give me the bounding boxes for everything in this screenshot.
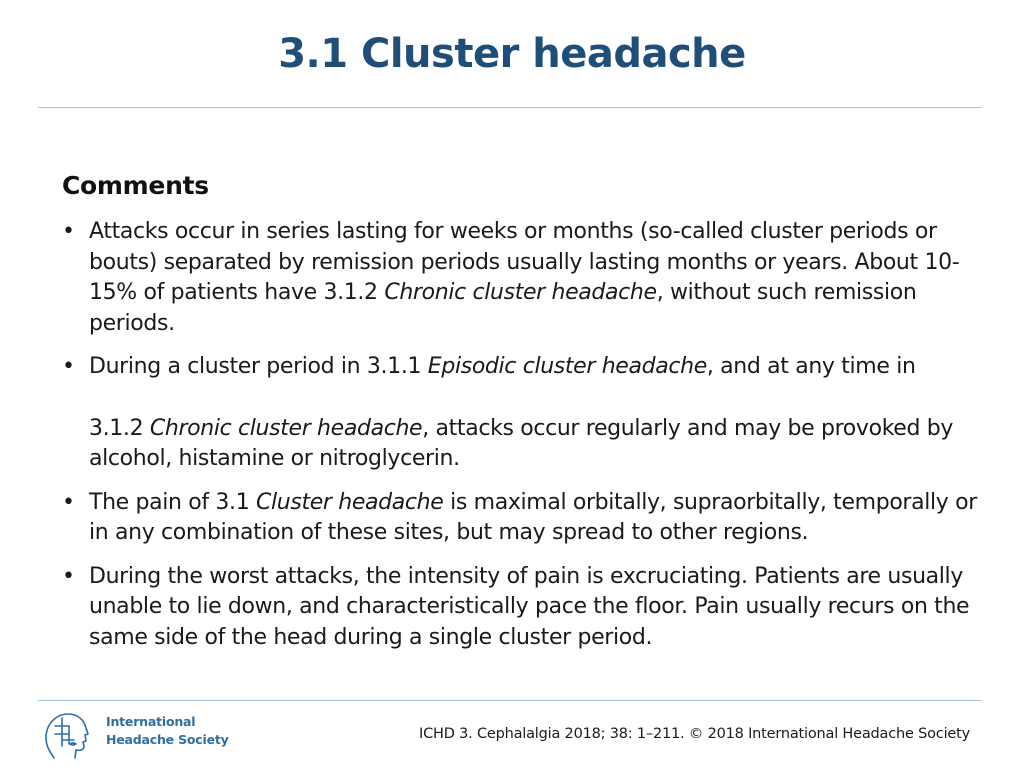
bullet-text: , attacks occur regularly and may be provoked by alcohol, histamine or nitroglycerin. (89, 415, 954, 471)
bullet-italic-text: Chronic cluster headache (149, 415, 423, 441)
list-item (62, 562, 982, 654)
bullet-icon: • (62, 563, 75, 589)
logo-line-1: International (106, 714, 196, 729)
bullet-text: , and at any time in (706, 354, 916, 379)
slide-title: 3.1 Cluster headache (278, 31, 746, 77)
list-item (62, 488, 982, 549)
bullet-text: Attacks occur in series lasting for weeks or months (so-called cluster periods or bouts) separated by remission periods usually lasting months or years. About 10-15% of patients have 3.1.2 (89, 219, 960, 305)
bullet-italic-text: Episodic cluster headache (427, 354, 707, 379)
bullet-italic-text: Cluster headache (255, 489, 444, 515)
bullet-text: is maximal orbitally, supraorbitally, temporally or in any combination of these sites, but may spread to other regions. (89, 489, 977, 545)
bullet-text: The pain of 3.1 (89, 489, 256, 515)
list-item (62, 217, 982, 339)
section-heading: Comments (62, 171, 209, 200)
bullet-italic-text: Chronic cluster headache (384, 280, 657, 305)
bullet-icon: • (62, 354, 75, 379)
top-divider (38, 107, 982, 108)
bullet-icon: • (62, 489, 75, 515)
citation-footer: ICHD 3. Cephalalgia 2018; 38: 1–211. © 2018 International Headache Society (419, 726, 970, 742)
blank-line (89, 383, 982, 414)
bullet-text: , without such remission periods. (89, 280, 917, 336)
ihs-logo-text (106, 713, 229, 749)
bullet-text: During the worst attacks, the intensity of pain is excruciating. Patients are usually unable to lie down, and characteristically pace the floor. Pain usually recurs on the same side of the head during a single cluster period. (89, 563, 970, 650)
bottom-divider (38, 700, 982, 701)
logo-line-2: Headache Society (106, 732, 229, 747)
bullet-icon: • (62, 219, 75, 244)
bullet-text: During a cluster period in 3.1.1 (89, 354, 428, 379)
list-item (62, 352, 982, 475)
comments-list (62, 217, 982, 653)
bullet-text: 3.1.2 (89, 415, 150, 441)
